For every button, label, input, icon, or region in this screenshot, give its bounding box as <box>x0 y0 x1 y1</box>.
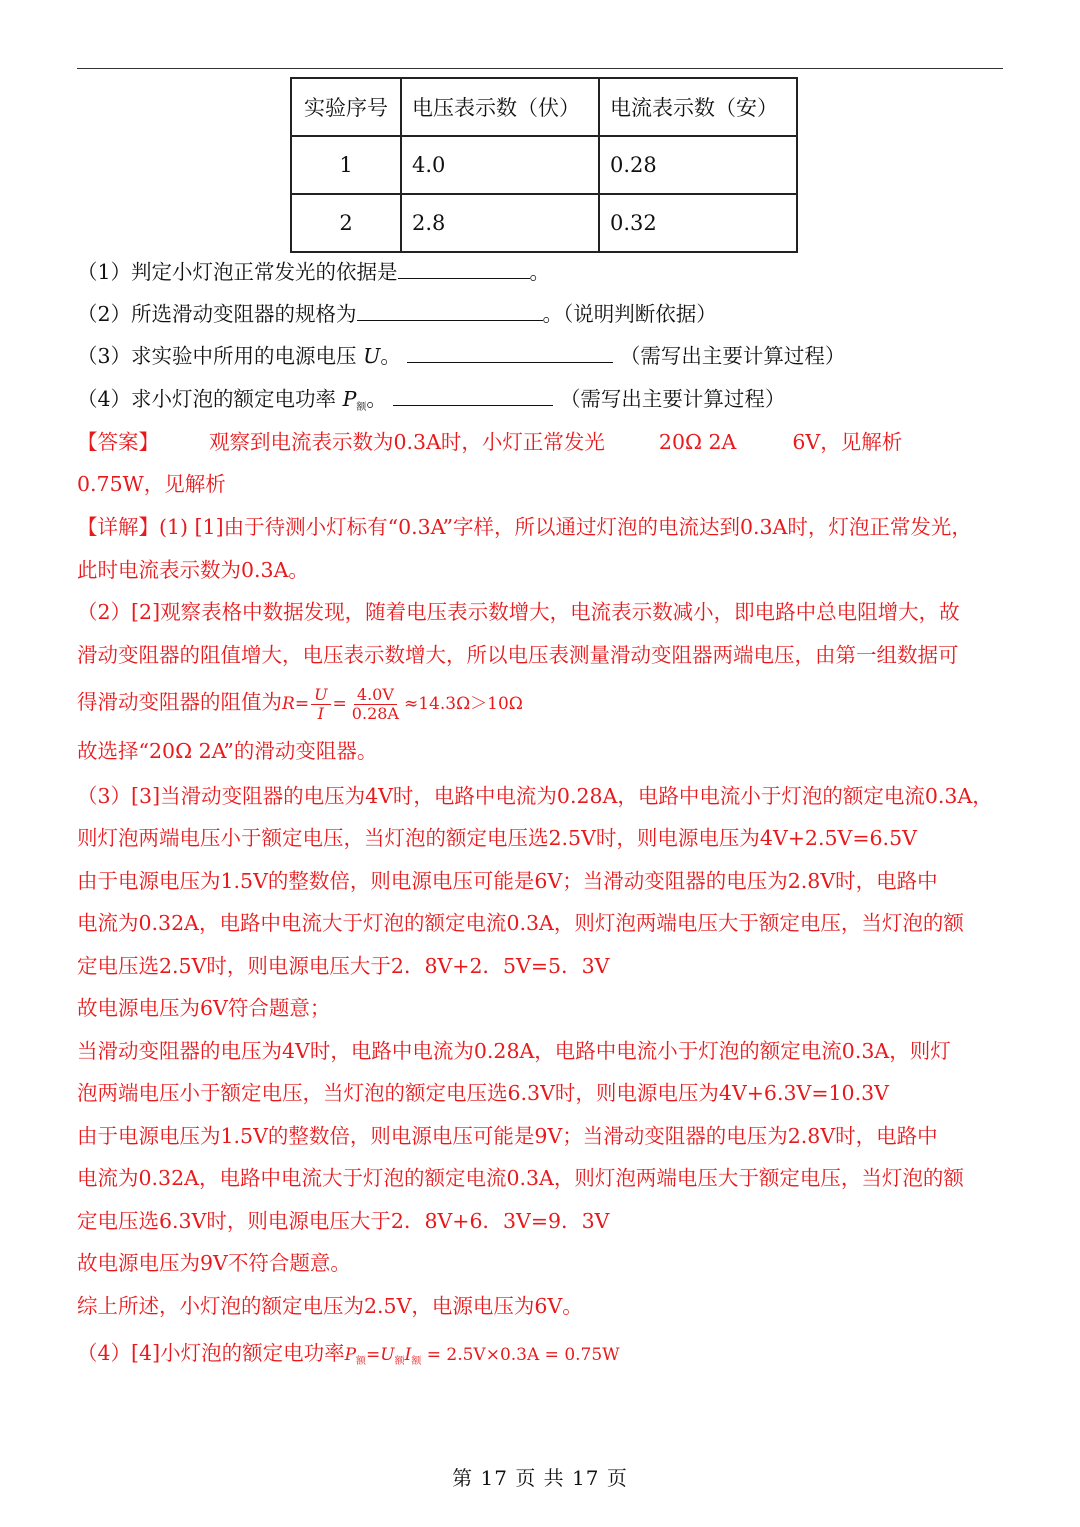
answer-blank <box>398 258 530 279</box>
detail-line: 综上所述，小灯泡的额定电压为2.5V，电源电压为6V。 <box>77 1294 583 1318</box>
page-footer: 第 17 页 共 17 页 <box>452 1466 628 1490</box>
table-cell: 2 <box>291 194 401 252</box>
detail-line: 故电源电压为6V符合题意； <box>77 996 331 1020</box>
detail-line: 由于电源电压为1.5V的整数倍，则电源电压可能是6V；当滑动变阻器的电压为2.8V时，电路中 <box>77 869 938 893</box>
column-header: 电压表示数（伏） <box>401 78 599 136</box>
answer-blank <box>357 300 543 321</box>
answer-line: 【答案】 观察到电流表示数为0.3A时，小灯正常发光 20Ω 2A 6V，见解析 <box>77 430 903 454</box>
table-cell: 2.8 <box>401 194 599 252</box>
detail-formula-line: （4）[4]小灯泡的额定电功率$P_额=U_额I_额 = 2.5V\times 0.3A = 0.75W$ <box>77 1341 620 1367</box>
experiment-data-table <box>290 77 798 253</box>
table-cell: 0.28 <box>599 136 797 194</box>
table-cell: 1 <box>291 136 401 194</box>
detail-line: 定电压选6.3V时，则电源电压大于2．8V+6．3V=9．3V <box>77 1209 610 1233</box>
detail-line: 泡两端电压小于额定电压，当灯泡的额定电压选6.3V时，则电源电压为4V+6.3V=10.3V <box>77 1081 889 1105</box>
answer-blank <box>393 385 553 406</box>
question-2: （2）所选滑动变阻器的规格为 。（说明判断依据） <box>77 302 717 326</box>
table-cell: 4.0 <box>401 136 599 194</box>
detail-line: 电流为0.32A，电路中电流大于灯泡的额定电流0.3A，则灯泡两端电压大于额定电压，当灯泡的额 <box>77 1166 964 1190</box>
table-header-row <box>291 78 797 136</box>
column-header: 实验序号 <box>291 78 401 136</box>
question-4: （4）求小灯泡的额定电功率 $P_额$。 （需写出主要计算过程） <box>77 387 786 413</box>
detail-line: 此时电流表示数为0.3A。 <box>77 558 309 582</box>
detail-formula-line: 得滑动变阻器的阻值为R= $\frac{U}{I}$ = $\frac{4.0V}{0.28A}$ ≈14.3Ω＞10Ω <box>77 685 523 723</box>
table-row <box>291 136 797 194</box>
question-1: （1）判定小灯泡正常发光的依据是 。 <box>77 260 551 284</box>
detail-line: 由于电源电压为1.5V的整数倍，则电源电压可能是9V；当滑动变阻器的电压为2.8V时，电路中 <box>77 1124 938 1148</box>
detail-line: 故电源电压为9V不符合题意。 <box>77 1251 351 1275</box>
detail-line: 定电压选2.5V时，则电源电压大于2．8V+2．5V=5．3V <box>77 954 610 978</box>
table-row <box>291 194 797 252</box>
table-cell: 0.32 <box>599 194 797 252</box>
detail-label: 【详解】 <box>77 515 159 539</box>
column-header: 电流表示数（安） <box>599 78 797 136</box>
detail-line: 故选择“20Ω 2A”的滑动变阻器。 <box>77 739 378 763</box>
question-3: （3）求实验中所用的电源电压 U。 （需写出主要计算过程） <box>77 344 846 368</box>
detail-line: 当滑动变阻器的电压为4V时，电路中电流为0.28A，电路中电流小于灯泡的额定电流0.3A，则灯 <box>77 1039 951 1063</box>
detail-line: 【详解】(1) [1]由于待测小灯标有“0.3A”字样，所以通过灯泡的电流达到0.3A时，灯泡正常发光， <box>77 515 972 539</box>
resistance-formula: R= $\frac{U}{I}$ = $\frac{4.0V}{0.28A}$ ≈14.3Ω＞10Ω <box>282 685 523 723</box>
detail-line: 则灯泡两端电压小于额定电压，当灯泡的额定电压选2.5V时，则电源电压为4V+2.5V=6.5V <box>77 826 917 850</box>
detail-line: 滑动变阻器的阻值增大，电压表示数增大，所以电压表测量滑动变阻器两端电压，由第一组数据可 <box>77 643 959 667</box>
detail-line: （3）[3]当滑动变阻器的电压为4V时，电路中电流为0.28A，电路中电流小于灯泡的额定电流0.3A， <box>77 784 993 808</box>
answer-line-2: 0.75W，见解析 <box>77 472 226 496</box>
power-formula: $P_额=U_额I_额 = 2.5V\times 0.3A = 0.75W$ <box>344 1345 620 1367</box>
detail-line: 电流为0.32A，电路中电流大于灯泡的额定电流0.3A，则灯泡两端电压大于额定电压，当灯泡的额 <box>77 911 964 935</box>
detail-line: （2）[2]观察表格中数据发现，随着电压表示数增大，电流表示数减小，即电路中总电阻增大，故 <box>77 600 960 624</box>
answer-blank <box>407 342 613 363</box>
answer-label: 【答案】 <box>77 430 159 454</box>
header-rule <box>77 68 1003 69</box>
